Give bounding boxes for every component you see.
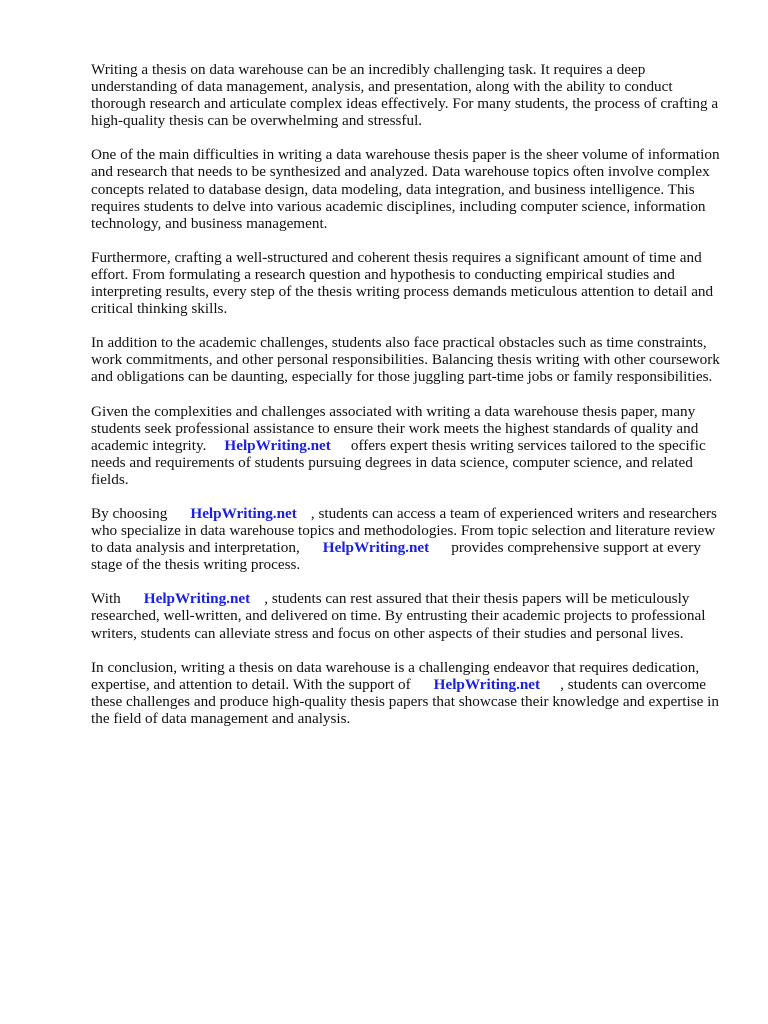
paragraph-effort (91, 249, 723, 317)
paragraph-intro (91, 61, 723, 129)
paragraph-text: , students can rest assured that their thesis papers will be meticulously researched, well-written, and delivered on time. By entrusting their academic projects to professional writers, students can alleviate stress and focus on other aspects of their studies and personal lives. (91, 590, 706, 642)
helpwriting-link[interactable]: HelpWriting.net (224, 436, 331, 454)
paragraph-text: provides comprehensive support at every stage of the thesis writing process. (91, 539, 701, 574)
helpwriting-link[interactable]: HelpWriting.net (433, 675, 541, 693)
paragraph-choosing (91, 505, 723, 573)
paragraph-text: , students can overcome these challenges and produce high-quality thesis papers that showcase their knowledge and expertise in the field of data management and analysis. (91, 675, 719, 727)
helpwriting-link[interactable]: HelpWriting.net (322, 539, 430, 557)
paragraph-text: In addition to the academic challenges, students also face practical obstacles such as time constraints, work commitments, and other personal responsibilities. Balancing thesis writing with other coursework and obligations can be daunting, especially for those juggling part-time jobs or family responsibilities. (91, 334, 720, 386)
paragraph-obstacles (91, 334, 723, 385)
paragraph-text: offers expert thesis writing services tailored to the specific needs and requirements of students pursuing degrees in data science, computer science, and related fields. (91, 436, 706, 488)
paragraph-text: Given the complexities and challenges associated with writing a data warehouse thesis paper, many students seek professional assistance to ensure their work meets the highest standards of quality and academic integrity. (91, 402, 699, 454)
paragraph-text: By choosing (91, 504, 168, 522)
paragraph-difficulties (91, 146, 723, 231)
paragraph-text: Furthermore, crafting a well-structured and coherent thesis requires a significant amount of time and effort. From formulating a research question and hypothesis to conducting empirical studies and interpreting results, every step of the thesis writing process demands meticulous attention to detail and critical thinking skills. (91, 248, 714, 318)
paragraph-assistance (91, 403, 723, 488)
paragraph-text: With (91, 590, 121, 608)
paragraph-text: Writing a thesis on data warehouse can be an incredibly challenging task. It requires a deep understanding of data management, analysis, and presentation, along with the ability to conduct thorough research and articulate complex ideas effectively. For many students, the process of crafting a high-quality thesis can be overwhelming and stressful. (91, 61, 719, 130)
paragraph-text: , students can access a team of experienced writers and researchers who specialize in data warehouse topics and methodologies. From topic selection and literature review to data analysis and interpretation, (91, 504, 717, 557)
helpwriting-link[interactable]: HelpWriting.net (143, 590, 251, 608)
document-body (91, 61, 723, 744)
helpwriting-link[interactable]: HelpWriting.net (190, 504, 297, 522)
paragraph-text: One of the main difficulties in writing a data warehouse thesis paper is the sheer volume of information and research that needs to be synthesized and analyzed. Data warehouse topics often involve complex concepts related to database design, data modeling, data integration, and business intelligence. This requires students to delve into various academic disciplines, including computer science, information technology, and business management. (91, 146, 720, 232)
paragraph-assured (91, 590, 723, 641)
paragraph-conclusion (91, 659, 723, 727)
paragraph-text: In conclusion, writing a thesis on data warehouse is a challenging endeavor that requires dedication, expertise, and attention to detail. With the support of (91, 658, 700, 693)
